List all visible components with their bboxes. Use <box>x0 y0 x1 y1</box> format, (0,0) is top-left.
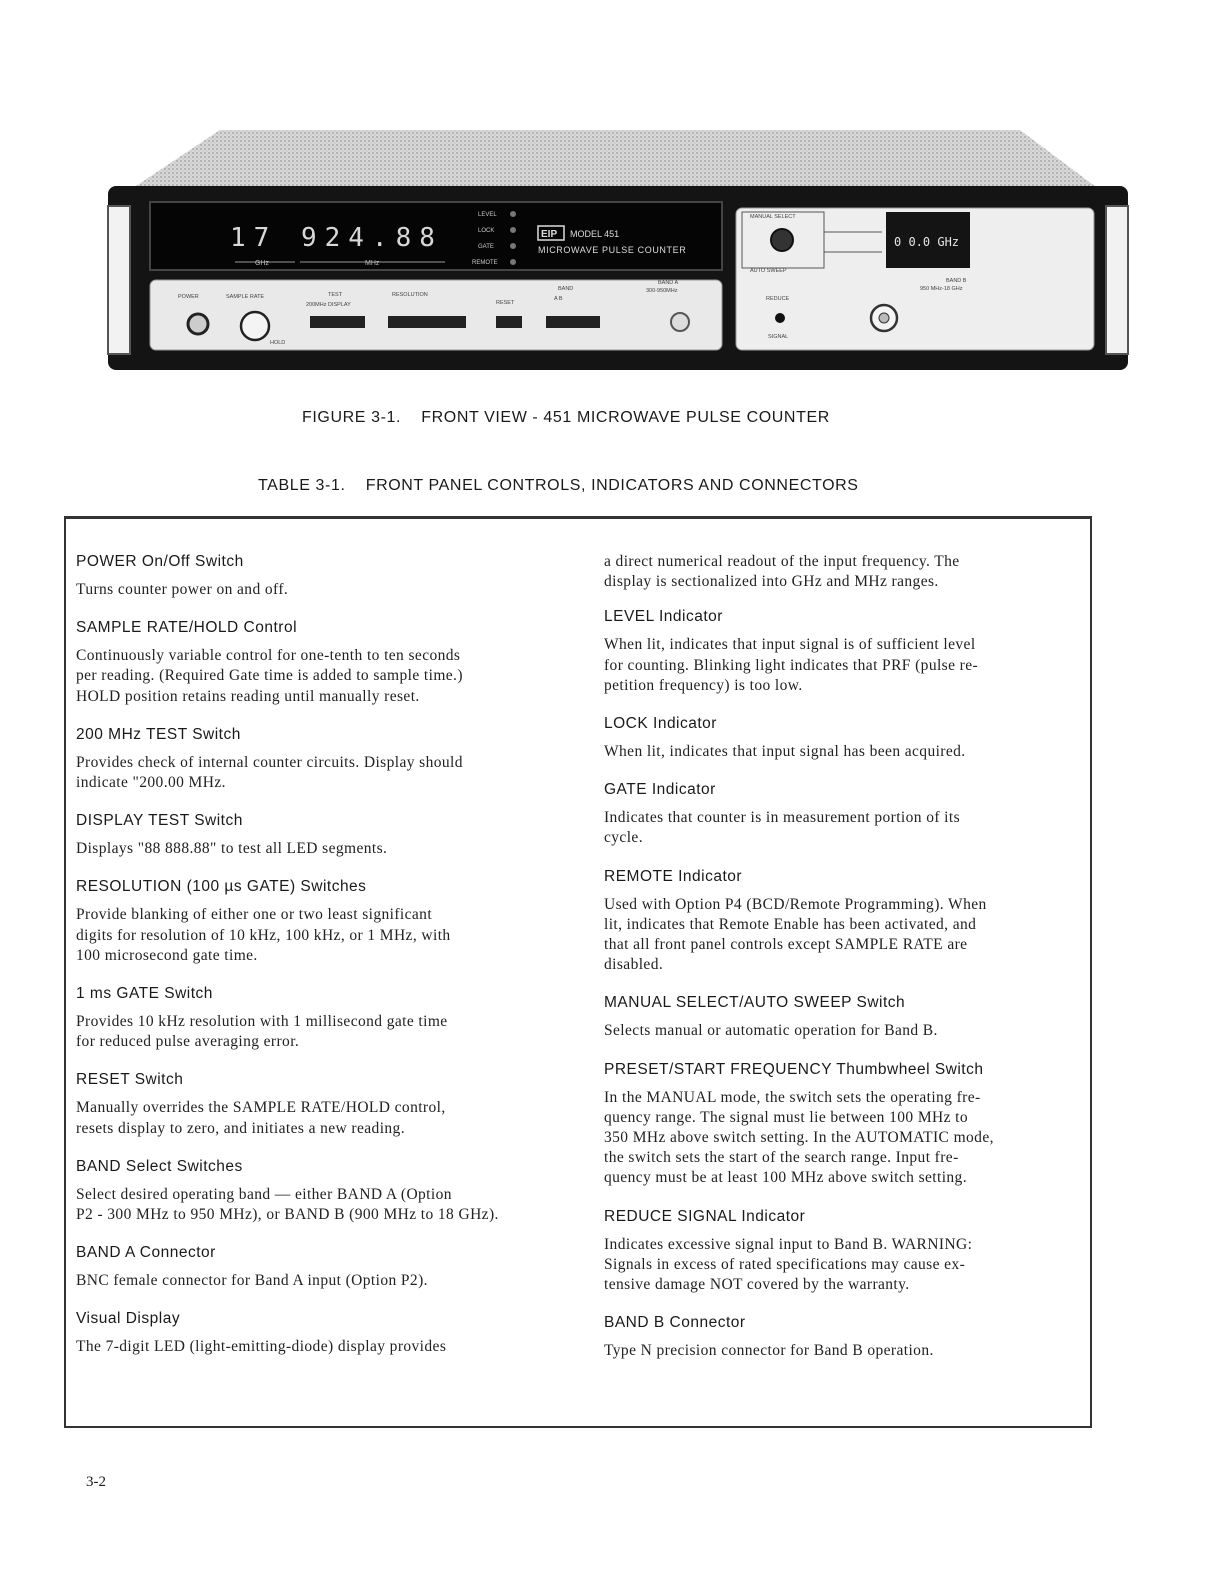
entry-title: RESOLUTION (100 µs GATE) Switches <box>76 878 367 896</box>
entry-text <box>76 753 572 793</box>
text-line: Select desired operating band — either BAND A (Option <box>76 1185 452 1203</box>
text-line: The 7-digit LED (light-emitting-diode) display provides <box>76 1338 447 1356</box>
entry-gate-indicator <box>604 780 1084 848</box>
entry-power-switch <box>76 552 572 600</box>
reset-switch[interactable] <box>496 316 522 328</box>
text-line: per reading. (Required Gate time is added to sample time.) <box>76 667 463 685</box>
remote-indicator <box>510 259 516 265</box>
preset-frequency-reading: 0 0.0 GHz <box>894 235 960 249</box>
entry-band-select <box>76 1157 572 1225</box>
entry-text <box>604 895 1084 976</box>
remote-indicator-label: REMOTE <box>472 260 498 266</box>
text-line: Used with Option P4 (BCD/Remote Programming). When <box>604 895 987 913</box>
entry-text <box>76 580 572 600</box>
band-a-label: BAND A <box>658 280 679 286</box>
sample-rate-label: SAMPLE RATE <box>226 294 265 300</box>
text-line: cycle. <box>604 829 643 847</box>
text-line: Displays "88 888.88" to test all LED segments. <box>76 840 388 858</box>
text-line: lit, indicates that Remote Enable has been activated, and <box>604 915 977 933</box>
reduce-label: REDUCE <box>766 296 790 302</box>
ghz-label: GHz <box>255 260 269 267</box>
text-line: Signals in excess of rated specifications may cause ex- <box>604 1255 966 1273</box>
visual-display-continued <box>604 552 1084 592</box>
entry-text <box>76 839 572 859</box>
entry-text <box>604 1341 1084 1361</box>
lock-indicator-label: LOCK <box>478 228 495 234</box>
text-line: for counting. Blinking light indicates that PRF (pulse re- <box>604 656 979 674</box>
band-b-connector-core <box>879 313 889 323</box>
hold-label: HOLD <box>270 340 286 346</box>
band-sublabel: A B <box>554 296 563 302</box>
left-handle <box>108 206 130 354</box>
text-line: resets display to zero, and initiates a new reading. <box>76 1119 405 1137</box>
entry-title: REDUCE SIGNAL Indicator <box>604 1207 806 1225</box>
entry-lock-indicator <box>604 714 1084 762</box>
entry-text <box>76 1012 572 1052</box>
band-a-range: 300-950MHz <box>646 288 678 294</box>
gate-indicator-label: GATE <box>478 244 494 250</box>
entry-text <box>76 1271 572 1291</box>
text-line: a direct numerical readout of the input frequency. The <box>604 553 960 570</box>
entry-title: RESET Switch <box>76 1071 184 1089</box>
text-line: Provides 10 kHz resolution with 1 millisecond gate time <box>76 1013 448 1031</box>
auto-sweep-label: AUTO SWEEP <box>750 268 787 274</box>
test-switches[interactable] <box>310 316 365 328</box>
model-label: MODEL 451 <box>570 229 620 239</box>
product-label: MICROWAVE PULSE COUNTER <box>538 245 687 255</box>
cabinet-top <box>130 130 1100 190</box>
lock-indicator <box>510 227 516 233</box>
text-line: When lit, indicates that input signal is of sufficient level <box>604 636 976 654</box>
entry-visual-display <box>76 1309 572 1357</box>
band-b-range: 950 MHz-18 GHz <box>920 286 963 292</box>
entry-text <box>604 808 1084 848</box>
text-line: P2 - 300 MHz to 950 MHz), or BAND B (900 MHz to 18 GHz). <box>76 1206 499 1224</box>
text-line: petition frequency) is too low. <box>604 676 803 694</box>
right-handle <box>1106 206 1128 354</box>
entry-title: LOCK Indicator <box>604 715 717 733</box>
entry-text <box>76 1185 572 1225</box>
text-line: that all front panel controls except SAMPLE RATE are <box>604 936 968 954</box>
text-line: quency range. The signal must lie between 100 MHz to <box>604 1108 969 1126</box>
entry-text <box>604 1088 1084 1189</box>
reduce-signal-lamp <box>775 313 785 323</box>
resolution-label: RESOLUTION <box>392 292 428 298</box>
entry-title: REMOTE Indicator <box>604 867 743 885</box>
text-line: Indicates excessive signal input to Band B. WARNING: <box>604 1235 973 1253</box>
entry-reduce-signal <box>604 1207 1084 1296</box>
text-line: Continuously variable control for one-tenth to ten seconds <box>76 647 461 665</box>
text-line: display is sectionalized into GHz and MHz ranges. <box>604 573 939 591</box>
entry-1ms-gate <box>76 984 572 1052</box>
sample-rate-knob[interactable] <box>241 312 269 340</box>
entry-sample-rate <box>76 618 572 707</box>
entry-title: LEVEL Indicator <box>604 608 723 626</box>
text-line: When lit, indicates that input signal has been acquired. <box>604 743 966 761</box>
entry-title: GATE Indicator <box>604 781 716 799</box>
text-line: indicate "200.00 MHz. <box>76 774 226 792</box>
entry-resolution <box>76 877 572 966</box>
signal-label: SIGNAL <box>768 334 789 340</box>
control-panel <box>150 280 722 350</box>
entry-title: BAND A Connector <box>76 1244 216 1262</box>
entry-text <box>604 1021 1084 1041</box>
level-indicator <box>510 211 516 217</box>
band-b-label: BAND B <box>946 278 967 284</box>
text-line: Type N precision connector for Band B operation. <box>604 1342 934 1360</box>
entry-title: 200 MHz TEST Switch <box>76 725 241 743</box>
entry-text <box>604 635 1084 696</box>
entry-thumbwheel-switch <box>604 1060 1084 1189</box>
level-indicator-label: LEVEL <box>478 212 497 218</box>
power-switch[interactable] <box>188 314 208 334</box>
mhz-label: MHz <box>365 260 380 267</box>
text-line: 350 MHz above switch setting. In the AUTOMATIC mode, <box>604 1129 994 1147</box>
text-line: the switch sets the start of the search range. Input fre- <box>604 1149 959 1167</box>
entry-band-a-connector <box>76 1243 572 1291</box>
entry-title: BAND B Connector <box>604 1314 746 1332</box>
band-select-switches[interactable] <box>546 316 600 328</box>
text-line: 100 microsecond gate time. <box>76 946 258 964</box>
entry-text <box>604 742 1084 762</box>
entry-title: SAMPLE RATE/HOLD Control <box>76 619 298 637</box>
entry-level-indicator <box>604 607 1084 696</box>
entry-text <box>76 905 572 966</box>
entry-reset <box>76 1070 572 1138</box>
table-right-column <box>604 552 1084 1379</box>
text-line: Selects manual or automatic operation for Band B. <box>604 1022 938 1040</box>
manual-auto-switch[interactable] <box>771 229 793 251</box>
table-left-column <box>76 552 572 1376</box>
text-line: HOLD position retains reading until manually reset. <box>76 687 420 705</box>
text-line: Manually overrides the SAMPLE RATE/HOLD control, <box>76 1099 446 1117</box>
entry-text <box>76 1337 572 1357</box>
entry-band-b-connector <box>604 1313 1084 1361</box>
entry-title: Visual Display <box>76 1310 181 1328</box>
text-line: Provides check of internal counter circuits. Display should <box>76 753 463 771</box>
test-sublabel: 200MHz DISPLAY <box>306 302 351 308</box>
entry-title: POWER On/Off Switch <box>76 553 244 570</box>
text-line: In the MANUAL mode, the switch sets the operating fre- <box>604 1088 981 1106</box>
entry-remote-indicator <box>604 867 1084 976</box>
text-line: Indicates that counter is in measurement portion of its <box>604 809 961 827</box>
text-line: for reduced pulse averaging error. <box>76 1033 300 1051</box>
text-line: Turns counter power on and off. <box>76 581 289 598</box>
band-label: BAND <box>558 286 574 292</box>
entry-title: MANUAL SELECT/AUTO SWEEP Switch <box>604 994 906 1012</box>
entry-text <box>76 646 572 707</box>
entry-title: DISPLAY TEST Switch <box>76 812 243 830</box>
entry-manual-auto-switch <box>604 993 1084 1041</box>
controls-table <box>64 516 1092 1428</box>
entry-display-test <box>76 811 572 859</box>
test-label: TEST <box>328 292 343 298</box>
entry-title: 1 ms GATE Switch <box>76 985 213 1003</box>
entry-text <box>76 1098 572 1138</box>
instrument-photo <box>100 120 1140 382</box>
resolution-switches[interactable] <box>388 316 466 328</box>
text-line: digits for resolution of 10 kHz, 100 kHz, or 1 MHz, with <box>76 926 451 944</box>
entry-title: PRESET/START FREQUENCY Thumbwheel Switch <box>604 1060 984 1078</box>
brand-logo-text: EIP <box>541 229 558 240</box>
reset-label: RESET <box>496 300 515 306</box>
figure-caption: FIGURE 3-1. FRONT VIEW - 451 MICROWAVE PULSE COUNTER <box>302 409 830 426</box>
band-a-connector[interactable] <box>671 313 689 331</box>
entry-title: BAND Select Switches <box>76 1157 243 1175</box>
text-line: quency must be at least 100 MHz above switch setting. <box>604 1169 967 1187</box>
entry-200mhz-test <box>76 725 572 793</box>
text-line: BNC female connector for Band A input (Option P2). <box>76 1272 428 1290</box>
table-caption: TABLE 3-1. FRONT PANEL CONTROLS, INDICATORS AND CONNECTORS <box>258 477 859 494</box>
manual-select-label: MANUAL SELECT <box>750 214 796 220</box>
led-display: 17 924.88 <box>230 223 443 253</box>
text-line: Provide blanking of either one or two least significant <box>76 906 433 924</box>
entry-text <box>604 1235 1084 1296</box>
gate-indicator <box>510 243 516 249</box>
text-line: disabled. <box>604 956 664 974</box>
text-line: tensive damage NOT covered by the warranty. <box>604 1276 910 1294</box>
page-number: 3-2 <box>86 1474 106 1490</box>
power-label: POWER <box>178 294 199 300</box>
